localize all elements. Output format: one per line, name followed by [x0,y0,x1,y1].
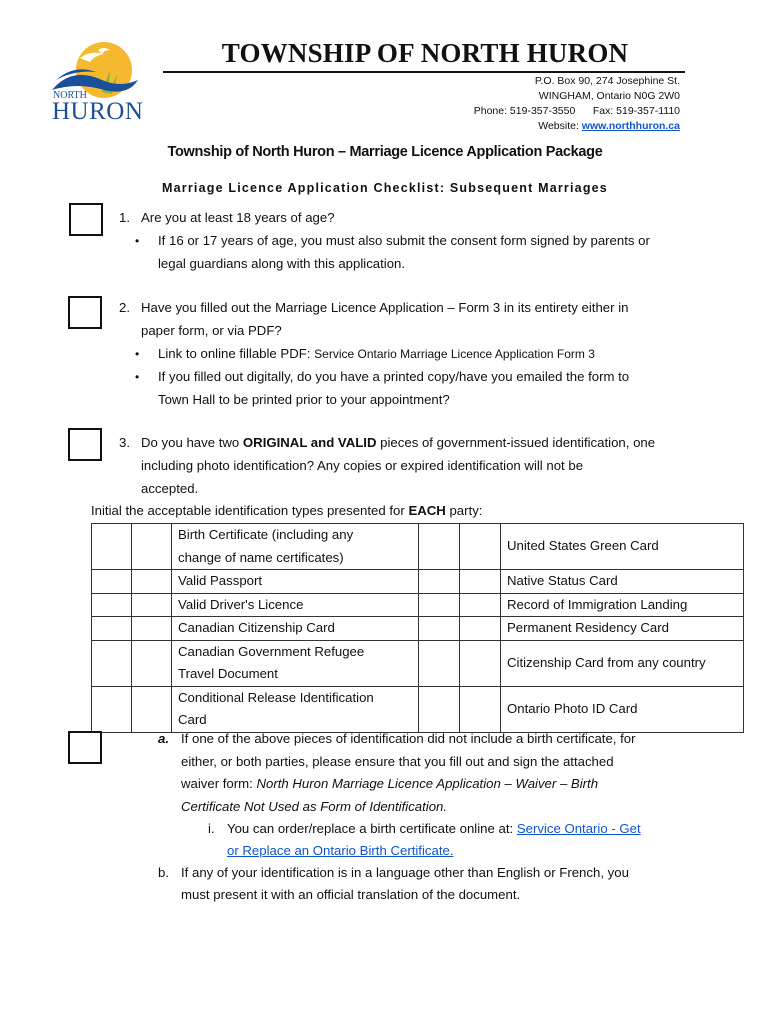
address-line1: P.O. Box 90, 274 Josephine St. [534,75,680,87]
q1-bullet1-line1: If 16 or 17 years of age, you must also submit the consent form signed by parents or [158,233,650,248]
document-title: Township of North Huron – Marriage Licence Application Package [167,144,603,160]
initial-cell-party2[interactable] [460,686,501,732]
q2-number: 2. [119,300,130,315]
initial-cell-party2[interactable] [132,593,172,617]
title-rule [163,71,685,73]
note-a-line3 [181,773,598,796]
initial-b: party: [445,503,483,518]
initial-cell-party1[interactable] [92,617,132,641]
id-type-left-line1: Conditional Release Identification [178,689,374,705]
note-i-label: i. [208,821,215,836]
form3-link[interactable]: Service Ontario Marriage Licence Application Form 3 [314,347,595,361]
township-logo [50,40,142,126]
initial-cell-party2[interactable] [132,640,172,686]
q2-bullet2-line2: Town Hall to be printed prior to your appointment? [158,392,450,407]
id-type-right: Permanent Residency Card [501,617,744,641]
id-type-right: Record of Immigration Landing [501,593,744,617]
q1-text: Are you at least 18 years of age? [141,210,335,225]
table-row [92,524,744,570]
initial-cell-party2[interactable] [460,640,501,686]
initial-cell-party1[interactable] [92,640,132,686]
birth-certificate-link-cont[interactable]: or Replace an Ontario Birth Certificate. [227,843,454,858]
q1-bullet1-line2: legal guardians along with this application. [158,256,406,271]
website-label: Website: [538,120,582,132]
bullet-icon: • [135,234,140,248]
note-b-line1: If any of your identification is in a language other than English or French, you [181,865,629,880]
table-row [92,570,744,594]
checkbox-notes[interactable] [68,731,102,764]
q3-line1-a: Do you have two [141,435,243,450]
birth-certificate-link[interactable]: Service Ontario - Get [516,821,641,836]
q2-bullet1 [158,343,595,366]
initial-cell-party2[interactable] [460,593,501,617]
website-line [380,119,680,134]
note-a-line1: If one of the above pieces of identification did not include a birth certificate, for [181,731,636,746]
id-type-left-line1: Canadian Government Refugee [178,643,365,659]
checkbox-q3[interactable] [68,428,102,461]
checkbox-q1[interactable] [69,203,103,236]
initial-cell-party1[interactable] [419,593,460,617]
page-title: TOWNSHIP OF NORTH HURON [221,38,629,68]
q3-number: 3. [119,435,130,450]
table-row [92,640,744,686]
address-line2: WINGHAM, Ontario N0G 2W0 [538,90,680,102]
id-type-left [172,617,419,641]
q3-line1-b: pieces of government-issued identification, one [376,435,656,450]
id-type-right: Ontario Photo ID Card [501,686,744,732]
q2-line2: paper form, or via PDF? [141,323,282,338]
initial-a: Initial the acceptable identification types presented for [91,503,409,518]
id-type-left-line2: change of name certificates) [178,549,344,565]
initial-cell-party1[interactable] [419,570,460,594]
note-b-line2: must present it with an official translation of the document. [181,887,521,902]
q2-bullet2-line1: If you filled out digitally, do you have a printed copy/have you emailed the form to [158,369,630,384]
initial-cell-party2[interactable] [460,617,501,641]
initial-cell-party2[interactable] [132,686,172,732]
waiver-form-name: North Huron Marriage Licence Application – Waiver – Birth [256,776,599,791]
initial-instruction [91,500,482,523]
address-block [380,74,680,134]
note-a-label: a. [158,731,169,746]
bullet-icon: • [135,370,140,384]
initial-cell-party1[interactable] [419,524,460,570]
id-type-left [172,640,419,686]
q3-line1-bold: ORIGINAL and VALID [242,435,377,450]
note-a-line2: either, or both parties, please ensure that you fill out and sign the attached [181,754,614,769]
initial-cell-party2[interactable] [132,524,172,570]
initial-cell-party2[interactable] [460,570,501,594]
bullet-icon: • [135,347,140,361]
initial-cell-party2[interactable] [132,617,172,641]
id-types-table [91,523,744,733]
initial-bold: EACH [408,503,446,518]
id-type-left-line2: Card [178,712,207,727]
id-type-left-line1: Birth Certificate (including any [178,527,354,542]
initial-cell-party1[interactable] [419,640,460,686]
id-type-left [172,570,419,594]
initial-cell-party1[interactable] [419,617,460,641]
id-type-left-line1: Valid Passport [178,573,263,588]
q2-bullet1-prefix: Link to online fillable PDF: [158,346,315,361]
id-type-right: Citizenship Card from any country [501,640,744,686]
initial-cell-party2[interactable] [132,570,172,594]
initial-cell-party2[interactable] [460,524,501,570]
table-row [92,593,744,617]
q1-number: 1. [119,210,130,225]
id-type-left-line1: Valid Driver's Licence [178,596,304,612]
phone-fax: Phone: 519-357-3550 Fax: 519-357-1110 [473,105,680,117]
id-type-left [172,524,419,570]
table-row [92,617,744,641]
logo-text-huron: HURON [52,98,144,125]
table-row [92,686,744,732]
id-type-left-line1: Canadian Citizenship Card [178,620,335,635]
initial-cell-party1[interactable] [92,593,132,617]
logo-text-north: NORTH [53,90,87,101]
note-a-line4: Certificate Not Used as Form of Identification. [181,799,448,814]
initial-cell-party1[interactable] [92,524,132,570]
q3-line1 [141,432,655,455]
id-type-left [172,593,419,617]
q3-line2: including photo identification? Any copies or expired identification will not be [141,458,584,473]
checklist-title: Marriage Licence Application Checklist: Subsequent Marriages [162,181,608,195]
q2-line1: Have you filled out the Marriage Licence Application – Form 3 in its entirety either in [141,300,629,315]
note-b-label: b. [158,865,169,880]
note-i-line1 [227,818,641,841]
initial-cell-party1[interactable] [92,570,132,594]
id-type-right: Native Status Card [501,570,744,594]
q3-line3: accepted. [141,481,199,496]
id-type-right: United States Green Card [501,524,744,570]
id-type-left-line2: Travel Document [178,666,278,681]
note-i-text: You can order/replace a birth certificate online at: [227,821,517,836]
checkbox-q2[interactable] [68,296,102,329]
id-type-left [172,686,419,732]
note-a-line3-a: waiver form: [181,776,257,791]
initial-cell-party1[interactable] [419,686,460,732]
initial-cell-party1[interactable] [92,686,132,732]
website-link[interactable]: www.northhuron.ca [581,120,680,132]
